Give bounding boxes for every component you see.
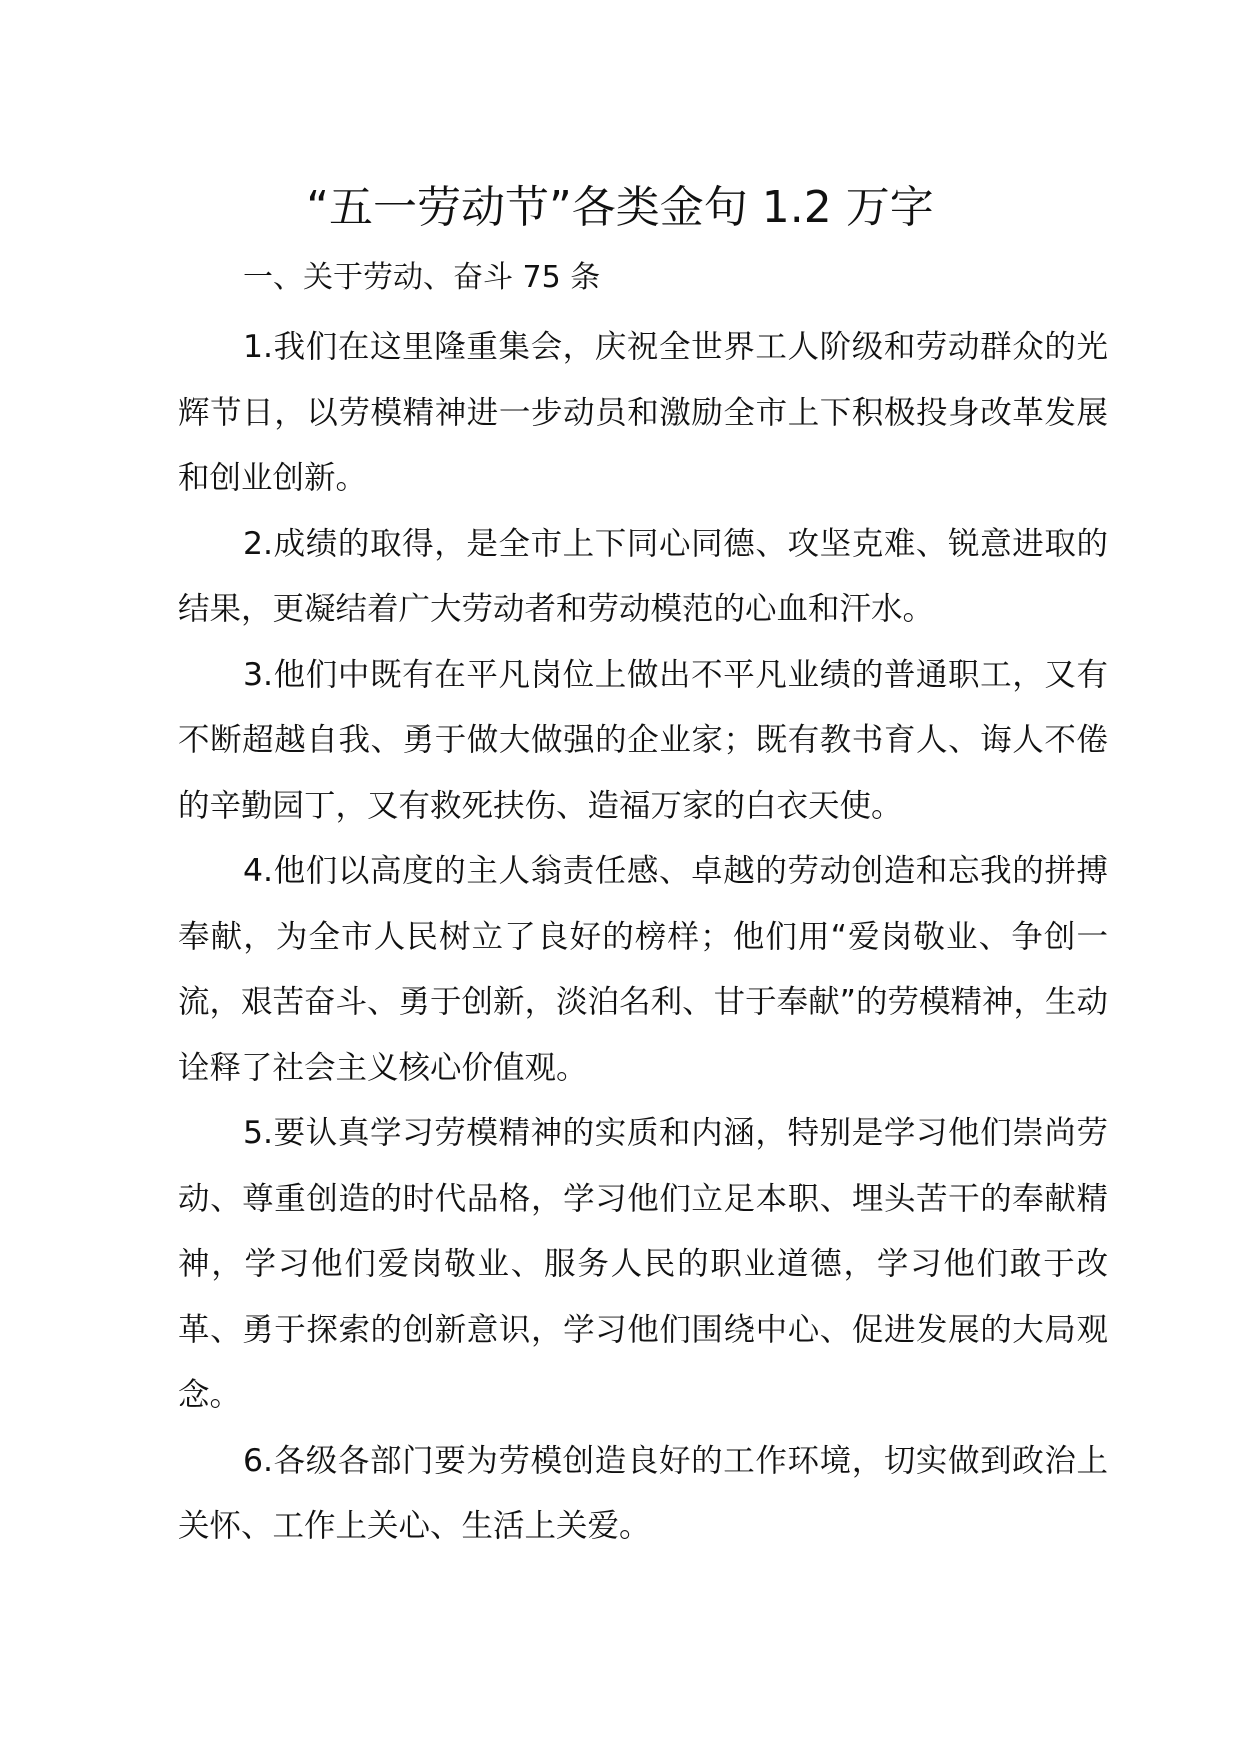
paragraph-4: 4.他们以高度的主人翁责任感、卓越的劳动创造和忘我的拼搏奉献，为全市人民树立了良好的榜样；他们用“爱岗敬业、争创一流，艰苦奋斗、勇于创新，淡泊名利、甘于奉献”的劳模精神，生动诠释了社会主义核心价值观。 [178,853,1108,1086]
paragraph-3: 3.他们中既有在平凡岗位上做出不平凡业绩的普通职工，又有不断超越自我、勇于做大做强的企业家；既有教书育人、诲人不倦的辛勤园丁，又有救死扶伤、造福万家的白衣天使。 [178,656,1108,824]
paragraph-2: 2.成绩的取得，是全市上下同心同德、攻坚克难、锐意进取的结果，更凝结着广大劳动者和劳动模范的心血和汗水。 [178,525,1108,627]
document-body [178,315,1108,1560]
paragraph-6: 6.各级各部门要为劳模创造良好的工作环境，切实做到政治上关怀、工作上关心、生活上关爱。 [178,1442,1108,1544]
document-title: “五一劳动节”各类金句 1.2 万字 [306,182,934,233]
paragraph-1: 1.我们在这里隆重集会，庆祝全世界工人阶级和劳动群众的光辉节日，以劳模精神进一步动员和激励全市上下积极投身改革发展和创业创新。 [178,329,1108,496]
paragraph-5: 5.要认真学习劳模精神的实质和内涵，特别是学习他们崇尚劳动、尊重创造的时代品格，学习他们立足本职、埋头苦干的奉献精神，学习他们爱岗敬业、服务人民的职业道德，学习他们敢于改革、勇于探索的创新意识，学习他们围绕中心、促进发展的大局观念。 [178,1115,1108,1413]
section-heading: 一、关于劳动、奋斗 75 条 [243,260,601,295]
